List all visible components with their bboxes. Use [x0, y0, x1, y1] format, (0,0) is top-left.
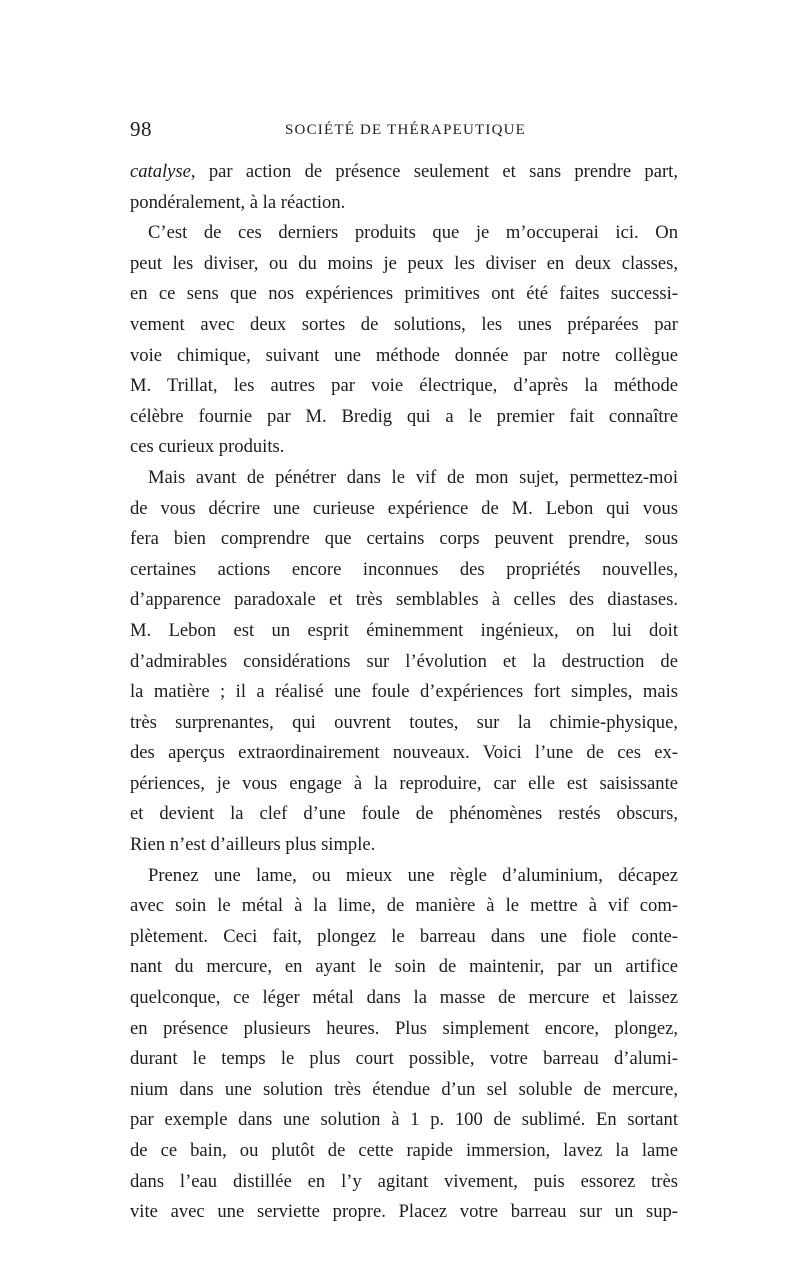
text-line: certaines actions encore inconnues des propriétés nouvelles, — [130, 558, 678, 580]
italic-term: catalyse — [130, 161, 191, 182]
text-line: vement avec deux sortes de solutions, les unes préparées par — [130, 313, 678, 335]
text-line: plètement. Ceci fait, plongez le barreau dans une fiole conte- — [130, 925, 678, 947]
text-line — [130, 157, 678, 188]
text-line: très surprenantes, qui ouvrent toutes, sur la chimie-physique, — [130, 711, 678, 733]
page-header — [130, 117, 678, 147]
text-line: C’est de ces derniers produits que je m’occuperai ici. On — [148, 222, 678, 244]
text-line: par exemple dans une solution à 1 p. 100 de sublimé. En sortant — [130, 1109, 678, 1131]
text-line: dans l’eau distillée en l’y agitant vivement, puis essorez très — [130, 1170, 678, 1192]
text-line: avec soin le métal à la lime, de manière à le mettre à vif com- — [130, 895, 678, 917]
text-line: et devient la clef d’une foule de phénomènes restés obscurs, — [130, 803, 678, 825]
text-line: M. Lebon est un esprit éminemment ingénieux, on lui doit — [130, 619, 678, 641]
text-line: célèbre fournie par M. Bredig qui a le premier fait connaître — [130, 405, 678, 427]
running-title: SOCIÉTÉ DE THÉRAPEUTIQUE — [285, 122, 527, 138]
text-line: de ce bain, ou plutôt de cette rapide immersion, lavez la lame — [130, 1140, 678, 1161]
text-line: fera bien comprendre que certains corps peuvent prendre, sous — [130, 528, 678, 550]
text-line: en présence plusieurs heures. Plus simplement encore, plongez, — [130, 1017, 678, 1039]
text-line: Prenez une lame, ou mieux une règle d’aluminium, décapez — [148, 864, 678, 886]
text-line: durant le temps le plus court possible, votre barreau d’alumi- — [130, 1048, 678, 1070]
text-line: ces curieux produits. — [130, 436, 285, 458]
text-line: vite avec une serviette propre. Placez votre barreau sur un sup- — [130, 1201, 678, 1223]
text-line: quelconque, ce léger métal dans la masse de mercure et laissez — [130, 987, 678, 1009]
text-line: d’admirables considérations sur l’évolution et la destruction de — [130, 650, 678, 672]
text-line: la matière ; il a réalisé une foule d’expériences fort simples, mais — [130, 681, 678, 703]
text-line: voie chimique, suivant une méthode donnée par notre collègue — [130, 344, 678, 366]
line-text: , par action de présence seulement et sans prendre part, — [190, 161, 678, 182]
text-line: peut les diviser, ou du moins je peux les diviser en deux classes, — [130, 252, 678, 274]
text-line: nium dans une solution très étendue d’un sel soluble de mercure, — [130, 1078, 678, 1100]
text-line: de vous décrire une curieuse expérience de M. Lebon qui vous — [130, 497, 678, 519]
text-line: Mais avant de pénétrer dans le vif de mon sujet, permettez-moi — [148, 466, 678, 488]
text-line: nant du mercure, en ayant le soin de maintenir, par un artifice — [130, 956, 678, 978]
body-text — [130, 157, 678, 1228]
text-line: M. Trillat, les autres par voie électrique, d’après la méthode — [130, 375, 678, 397]
text-line: d’apparence paradoxale et très semblables à celles des diastases. — [130, 589, 678, 611]
text-line: pondéralement, à la réaction. — [130, 191, 346, 213]
text-line: périences, je vous engage à la reproduire, car elle est saisissante — [130, 772, 678, 794]
page-number: 98 — [130, 117, 152, 141]
text-line: en ce sens que nos expériences primitives ont été faites successi- — [130, 283, 678, 305]
text-line: Rien n’est d’ailleurs plus simple. — [130, 834, 376, 856]
text-line: des aperçus extraordinairement nouveaux. Voici l’une de ces ex- — [130, 742, 678, 764]
